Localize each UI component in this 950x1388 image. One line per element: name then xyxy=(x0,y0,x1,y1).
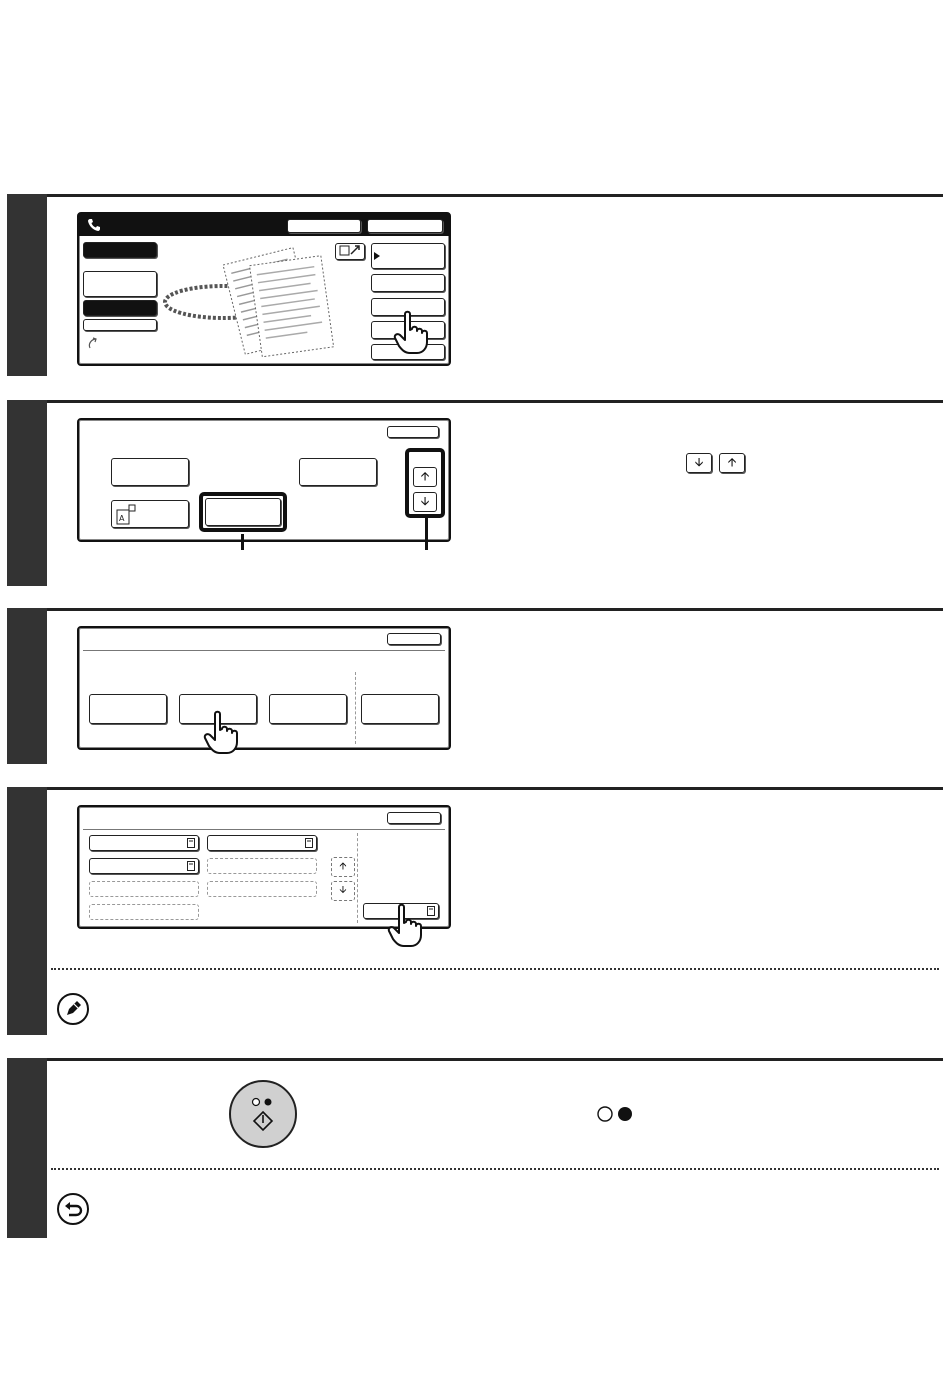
step-divider xyxy=(7,400,943,403)
scroll-down-button[interactable] xyxy=(331,881,355,901)
option-tile-4[interactable] xyxy=(361,694,439,724)
list-item[interactable] xyxy=(89,835,199,851)
step-5 xyxy=(7,1058,943,1238)
mode-tile-2[interactable] xyxy=(299,458,377,486)
ok-button[interactable] xyxy=(387,633,441,645)
screen-header-rule xyxy=(83,829,445,830)
mode-button-2[interactable] xyxy=(83,271,157,297)
arrow-up-icon: 🡩 xyxy=(339,861,347,872)
image-edit-icon xyxy=(337,244,363,257)
column-separator xyxy=(355,672,356,744)
arrow-down-icon: 🡫 xyxy=(339,885,347,896)
ok-button[interactable] xyxy=(387,812,441,824)
list-item-empty[interactable] xyxy=(89,904,199,920)
header-button-1[interactable] xyxy=(287,219,361,233)
step-number-bar xyxy=(7,787,47,1035)
list-item-empty[interactable] xyxy=(89,881,199,897)
inline-scroll-down-key xyxy=(686,453,712,473)
hand-pointer-icon xyxy=(393,310,433,356)
start-key[interactable] xyxy=(229,1080,297,1148)
document-icon xyxy=(427,906,435,916)
scroll-up-button[interactable] xyxy=(413,467,437,487)
options-screen xyxy=(77,626,451,750)
screen-header-rule xyxy=(83,650,445,651)
hand-pointer-icon xyxy=(203,710,243,756)
step-1 xyxy=(7,194,943,376)
callout-line-1 xyxy=(241,534,244,550)
arrow-up-icon: 🡩 xyxy=(420,469,430,483)
list-item-empty[interactable] xyxy=(207,881,317,897)
svg-text:A: A xyxy=(119,514,125,523)
step-divider xyxy=(7,787,943,790)
option-button-2[interactable] xyxy=(371,274,445,292)
scroll-up-button[interactable] xyxy=(331,857,355,877)
step-divider xyxy=(7,608,943,611)
arrow-up-icon: 🡩 xyxy=(727,455,737,469)
scroll-down-button[interactable] xyxy=(413,492,437,512)
step-number-bar xyxy=(7,1058,47,1238)
return-arrow-icon xyxy=(57,1193,89,1225)
mode-button-4[interactable] xyxy=(83,319,157,331)
list-item[interactable] xyxy=(89,858,199,874)
mode-tile-1[interactable] xyxy=(111,458,189,486)
step-divider xyxy=(7,1058,943,1061)
option-tile-3[interactable] xyxy=(269,694,347,724)
mode-button-1[interactable] xyxy=(83,242,157,258)
step-divider xyxy=(7,194,943,197)
header-button-2[interactable] xyxy=(367,219,443,233)
ok-button[interactable] xyxy=(387,426,439,438)
callout-line-2 xyxy=(425,516,428,550)
note-divider xyxy=(51,1168,939,1170)
note-divider xyxy=(51,968,939,970)
mode-tile-4[interactable] xyxy=(205,498,281,526)
step-number-bar xyxy=(7,608,47,764)
phone-icon xyxy=(87,218,101,232)
fax-base-screen xyxy=(77,212,451,366)
special-modes-screen xyxy=(77,418,451,542)
hand-pointer-icon xyxy=(387,903,427,949)
step-2 xyxy=(7,400,943,586)
image-preview-button[interactable] xyxy=(335,243,365,260)
list-item[interactable] xyxy=(207,835,317,851)
triangle-right-icon xyxy=(374,252,380,260)
document-icon xyxy=(187,861,195,871)
document-illustration xyxy=(163,240,353,358)
document-icon xyxy=(187,838,195,848)
list-item-empty[interactable] xyxy=(207,858,317,874)
step-number-bar xyxy=(7,400,47,586)
inline-scroll-up-key xyxy=(719,453,745,473)
document-icon xyxy=(305,838,313,848)
ready-indicator-icon xyxy=(596,1105,636,1123)
document-settings-icon xyxy=(115,504,139,526)
mode-tile-3[interactable] xyxy=(111,500,189,528)
arrow-down-icon: 🡫 xyxy=(420,494,430,508)
step-number-bar xyxy=(7,194,47,376)
column-separator xyxy=(357,833,358,923)
step-3 xyxy=(7,608,943,764)
option-button-1[interactable] xyxy=(371,243,445,269)
mode-button-3[interactable] xyxy=(83,300,157,316)
step-4 xyxy=(7,787,943,1035)
start-diamond-icon xyxy=(231,1082,295,1146)
arrow-down-icon: 🡫 xyxy=(694,455,704,469)
hook-icon xyxy=(87,336,101,350)
option-tile-1[interactable] xyxy=(89,694,167,724)
pencil-note-icon xyxy=(57,993,89,1025)
